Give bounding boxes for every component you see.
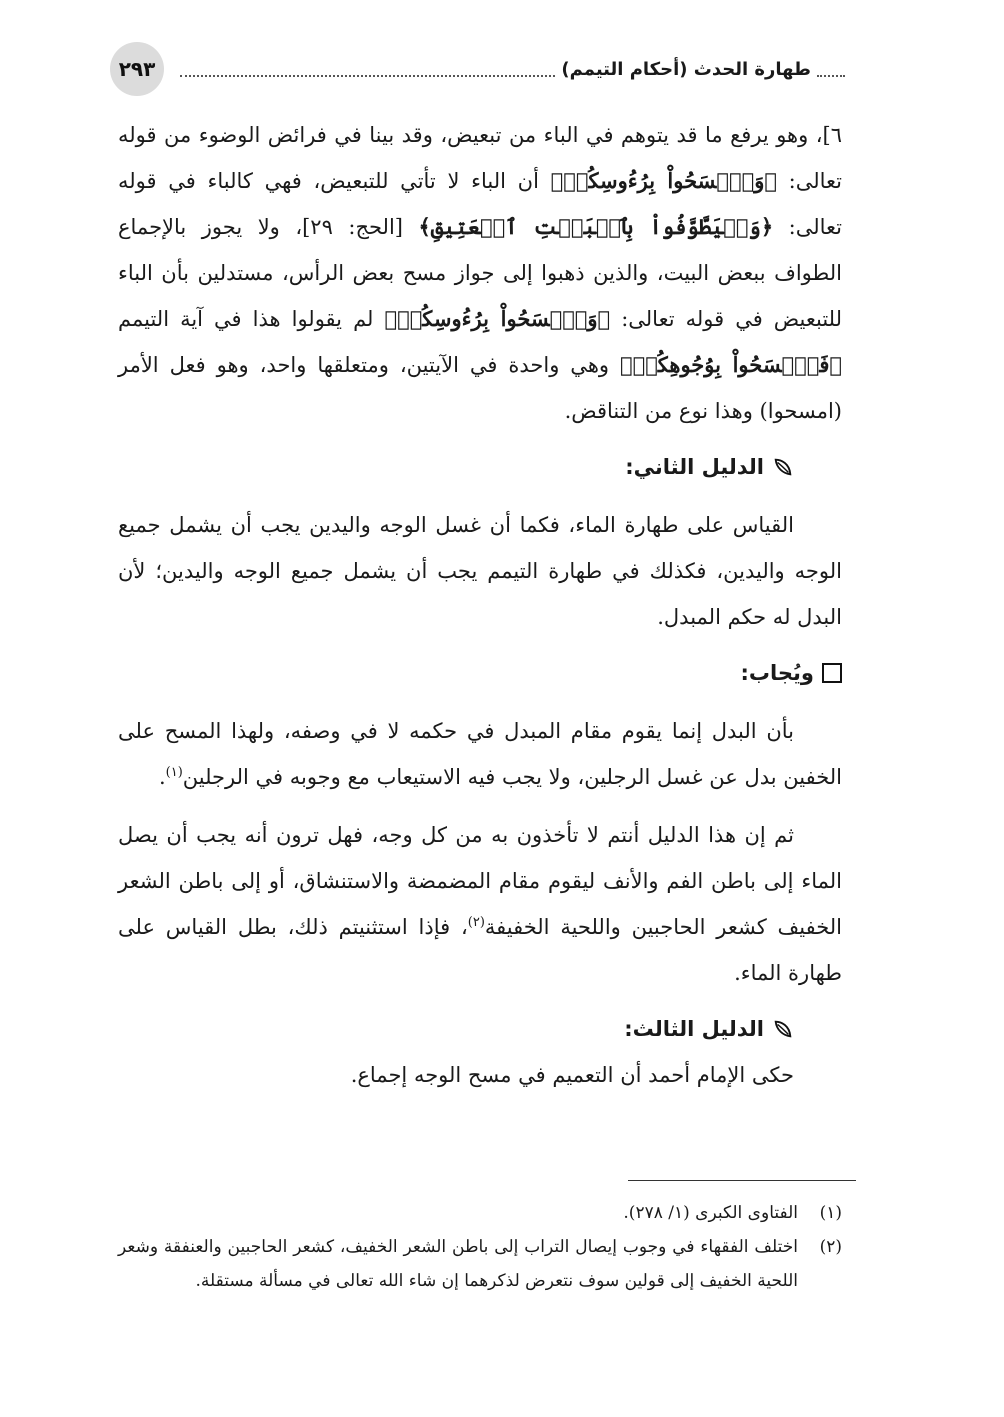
p3-end: . [158,765,166,789]
footnote-separator [628,1180,856,1181]
p1-text-e: وهي واحدة في الآيتين، ومتعلقها واحد، وهو فعل الأمر (امسحوا) وهذا نوع من التناقض. [118,353,842,423]
p4-rest: ، فإذا استثنيتم ذلك، بطل القياس على طهارة الماء. [118,915,842,985]
footnote-1 [118,1196,842,1230]
p1-text-b: أن الباء لا تأتي للتبعيض، فهي كالباء في قوله تعالى: [118,169,842,239]
running-title: طهارة الحدث (أحكام التيمم) [561,58,811,80]
page-number: ٢٩٣ [110,42,164,96]
p3-text: بأن البدل إنما يقوم مقام المبدل في حكمه لا في وصفه، ولهذا المسح على الخفين بدل عن غسل الرجلين، ولا يجب فيه الاستيعاب مع وجوبه في الرجلين [118,719,842,789]
heading-second-evidence [118,444,842,490]
footnote-ref-2[interactable]: (٢) [467,915,485,930]
running-head [180,54,845,84]
heading-answer [118,650,842,696]
p1-text-d: لم يقولوا هذا في آية التيمم [118,307,385,331]
leaf-ornament-icon [772,456,794,478]
paragraph-5: حكى الإمام أحمد أن التعميم في مسح الوجه إجماع. [350,1063,794,1087]
heading-answer-label: ويُجاب: [740,661,814,685]
p4-text: ثم إن هذا الدليل أنتم لا تأخذون به من كل وجه، فهل ترون أنه يجب أن يصل الماء إلى باطن الفم والأنف ليقوم مقام المضمضة والاستنشاق، أو إلى باطن الشعر الخفيف كشعر الحاجبين واللحية الخفيفة [118,823,842,939]
quran-verse-3: ﴿وَٱمۡسَحُواْ بِرُءُوسِكُمۡ﴾ [384,306,611,331]
paragraph-3 [118,708,842,800]
footnotes [118,1196,842,1298]
footnote-number: (٢) [819,1237,842,1257]
heading-second-evidence-label: الدليل الثاني: [625,455,764,479]
heading-third-evidence [118,1006,842,1052]
quran-verse-2: ﴿وَلۡيَطَّوَّفُواْ بِٱلۡبَيۡتِ ٱلۡعَتِيقِ﴾ [418,214,774,239]
footnote-text: اختلف الفقهاء في وجوب إيصال التراب إلى باطن الشعر الخفيف، كشعر الحاجبين والعنفقة وشعر اللحية الخفيف إلى قولين سوف نتعرض لذكرهما إن شاء الله تعالى في مسألة مستقلة. [118,1237,798,1291]
paragraph-4 [118,812,842,996]
leaf-ornament-icon [772,1018,794,1040]
header-dots-left [180,61,555,77]
footnote-2 [118,1230,842,1298]
heading-third-evidence-label: الدليل الثالث: [624,1017,764,1041]
paragraph-1 [118,112,842,434]
quran-verse-4: ﴿فَٱمۡسَحُواْ بِوُجُوهِكُمۡ﴾ [619,352,842,377]
footnote-number: (١) [819,1203,842,1223]
footnote-text: الفتاوى الكبرى (١/ ٢٧٨). [623,1203,798,1223]
p1-text-a: ٦]، وهو يرفع ما قد يتوهم في الباء من تبعيض، وقد بينا في فرائض الوضوء من قوله تعالى: [118,123,842,193]
quran-verse-1: ﴿وَٱمۡسَحُواْ بِرُءُوسِكُمۡ﴾ [550,168,777,193]
p1-text-c: [الحج: ٢٩]، ولا يجوز بالإجماع الطواف ببعض البيت، والذين ذهبوا إلى جواز مسح بعض الرأس، مستدلين بأن الباء للتبعيض في قوله تعالى: [118,215,843,331]
paragraph-2: القياس على طهارة الماء، فكما أن غسل الوجه واليدين يجب أن يشمل جميع الوجه واليدين، فكذلك في طهارة التيمم يجب أن يشمل جميع الوجه واليدين؛ لأن البدل له حكم المبدل. [118,513,842,629]
header-dots-right [817,61,845,77]
footnote-ref-1[interactable]: (١) [165,765,183,780]
page-header [110,42,845,102]
square-box-icon [822,663,842,683]
main-text [118,112,842,1098]
